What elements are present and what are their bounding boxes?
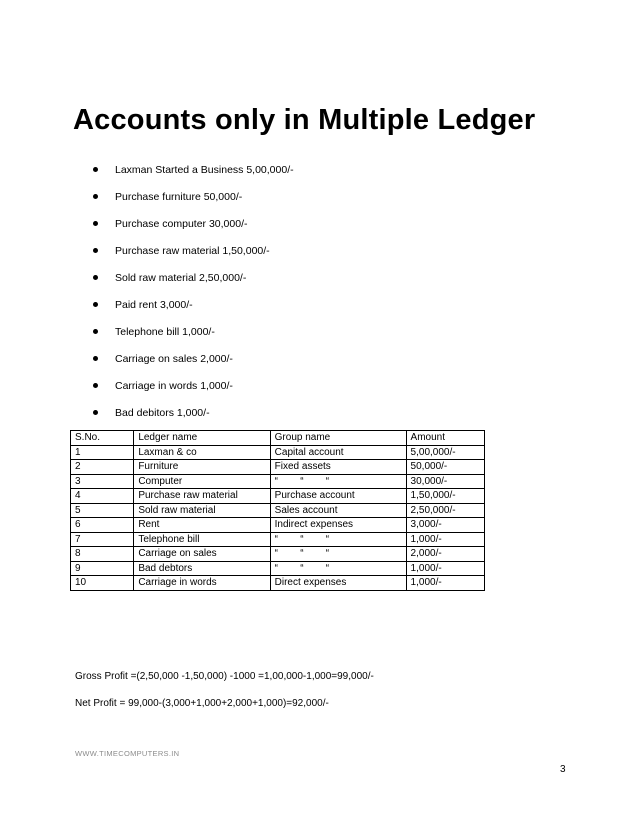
- list-item: [90, 318, 294, 345]
- gross-profit-calculation: Gross Profit =(2,50,000 -1,50,000) -1000 =1,00,000-1,000=99,000/-: [75, 671, 374, 682]
- list-item: [90, 372, 294, 399]
- header-amount: Amount: [406, 431, 484, 446]
- table-row: [71, 474, 485, 489]
- cell-amount: 5,00,000/-: [406, 445, 484, 460]
- cell-ledger-name: Computer: [134, 474, 270, 489]
- header-group-name: Group name: [270, 431, 406, 446]
- cell-group-name: Capital account: [270, 445, 406, 460]
- page-title: Accounts only in Multiple Ledger: [73, 104, 536, 136]
- bullet-icon: [93, 275, 98, 280]
- list-item: [90, 345, 294, 372]
- cell-ledger-name: Laxman & co: [134, 445, 270, 460]
- table-row: [71, 489, 485, 504]
- cell-amount: 1,000/-: [406, 561, 484, 576]
- cell-group-name: Purchase account: [270, 489, 406, 504]
- cell-ledger-name: Carriage in words: [134, 576, 270, 591]
- ledger-table: [70, 430, 485, 591]
- cell-sno: 1: [71, 445, 134, 460]
- transaction-text: Bad debitors 1,000/-: [115, 406, 210, 419]
- cell-amount: 2,000/-: [406, 547, 484, 562]
- cell-group-name: “ “ “: [270, 532, 406, 547]
- table-row: [71, 518, 485, 533]
- cell-group-name: Direct expenses: [270, 576, 406, 591]
- transaction-text: Carriage in words 1,000/-: [115, 379, 233, 392]
- list-item: [90, 291, 294, 318]
- cell-sno: 7: [71, 532, 134, 547]
- bullet-icon: [93, 356, 98, 361]
- bullet-icon: [93, 221, 98, 226]
- cell-sno: 6: [71, 518, 134, 533]
- table-row: [71, 561, 485, 576]
- transaction-text: Purchase raw material 1,50,000/-: [115, 244, 270, 257]
- cell-ledger-name: Telephone bill: [134, 532, 270, 547]
- table-row: [71, 460, 485, 475]
- table-row: [71, 532, 485, 547]
- list-item: [90, 183, 294, 210]
- bullet-icon: [93, 410, 98, 415]
- table-row: [71, 547, 485, 562]
- cell-sno: 10: [71, 576, 134, 591]
- header-ledger-name: Ledger name: [134, 431, 270, 446]
- bullet-icon: [93, 248, 98, 253]
- footer-website: WWW.TIMECOMPUTERS.IN: [75, 749, 180, 758]
- net-profit-calculation: Net Profit = 99,000-(3,000+1,000+2,000+1,000)=92,000/-: [75, 698, 329, 709]
- cell-amount: 1,000/-: [406, 576, 484, 591]
- header-sno: S.No.: [71, 431, 134, 446]
- bullet-icon: [93, 383, 98, 388]
- list-item: [90, 237, 294, 264]
- cell-ledger-name: Furniture: [134, 460, 270, 475]
- cell-amount: 3,000/-: [406, 518, 484, 533]
- cell-ledger-name: Carriage on sales: [134, 547, 270, 562]
- transaction-text: Telephone bill 1,000/-: [115, 325, 215, 338]
- cell-sno: 2: [71, 460, 134, 475]
- list-item: [90, 264, 294, 291]
- cell-ledger-name: Sold raw material: [134, 503, 270, 518]
- cell-group-name: “ “ “: [270, 547, 406, 562]
- cell-group-name: Sales account: [270, 503, 406, 518]
- table-row: [71, 445, 485, 460]
- transaction-text: Sold raw material 2,50,000/-: [115, 271, 247, 284]
- bullet-icon: [93, 329, 98, 334]
- cell-ledger-name: Purchase raw material: [134, 489, 270, 504]
- list-item: [90, 399, 294, 426]
- cell-sno: 5: [71, 503, 134, 518]
- bullet-icon: [93, 194, 98, 199]
- transaction-text: Laxman Started a Business 5,00,000/-: [115, 163, 294, 176]
- table-header-row: [71, 431, 485, 446]
- transaction-text: Paid rent 3,000/-: [115, 298, 193, 311]
- cell-group-name: “ “ “: [270, 474, 406, 489]
- transaction-text: Purchase computer 30,000/-: [115, 217, 248, 230]
- cell-ledger-name: Rent: [134, 518, 270, 533]
- list-item: [90, 156, 294, 183]
- table-row: [71, 503, 485, 518]
- bullet-icon: [93, 167, 98, 172]
- cell-ledger-name: Bad debtors: [134, 561, 270, 576]
- cell-amount: 1,50,000/-: [406, 489, 484, 504]
- cell-sno: 9: [71, 561, 134, 576]
- cell-amount: 2,50,000/-: [406, 503, 484, 518]
- list-item: [90, 210, 294, 237]
- cell-sno: 8: [71, 547, 134, 562]
- cell-group-name: “ “ “: [270, 561, 406, 576]
- cell-sno: 3: [71, 474, 134, 489]
- transaction-text: Purchase furniture 50,000/-: [115, 190, 243, 203]
- cell-sno: 4: [71, 489, 134, 504]
- bullet-icon: [93, 302, 98, 307]
- cell-amount: 30,000/-: [406, 474, 484, 489]
- cell-group-name: Fixed assets: [270, 460, 406, 475]
- cell-amount: 50,000/-: [406, 460, 484, 475]
- transaction-text: Carriage on sales 2,000/-: [115, 352, 233, 365]
- transaction-list: [90, 156, 294, 426]
- cell-amount: 1,000/-: [406, 532, 484, 547]
- table-row: [71, 576, 485, 591]
- page-number: 3: [560, 764, 566, 775]
- cell-group-name: Indirect expenses: [270, 518, 406, 533]
